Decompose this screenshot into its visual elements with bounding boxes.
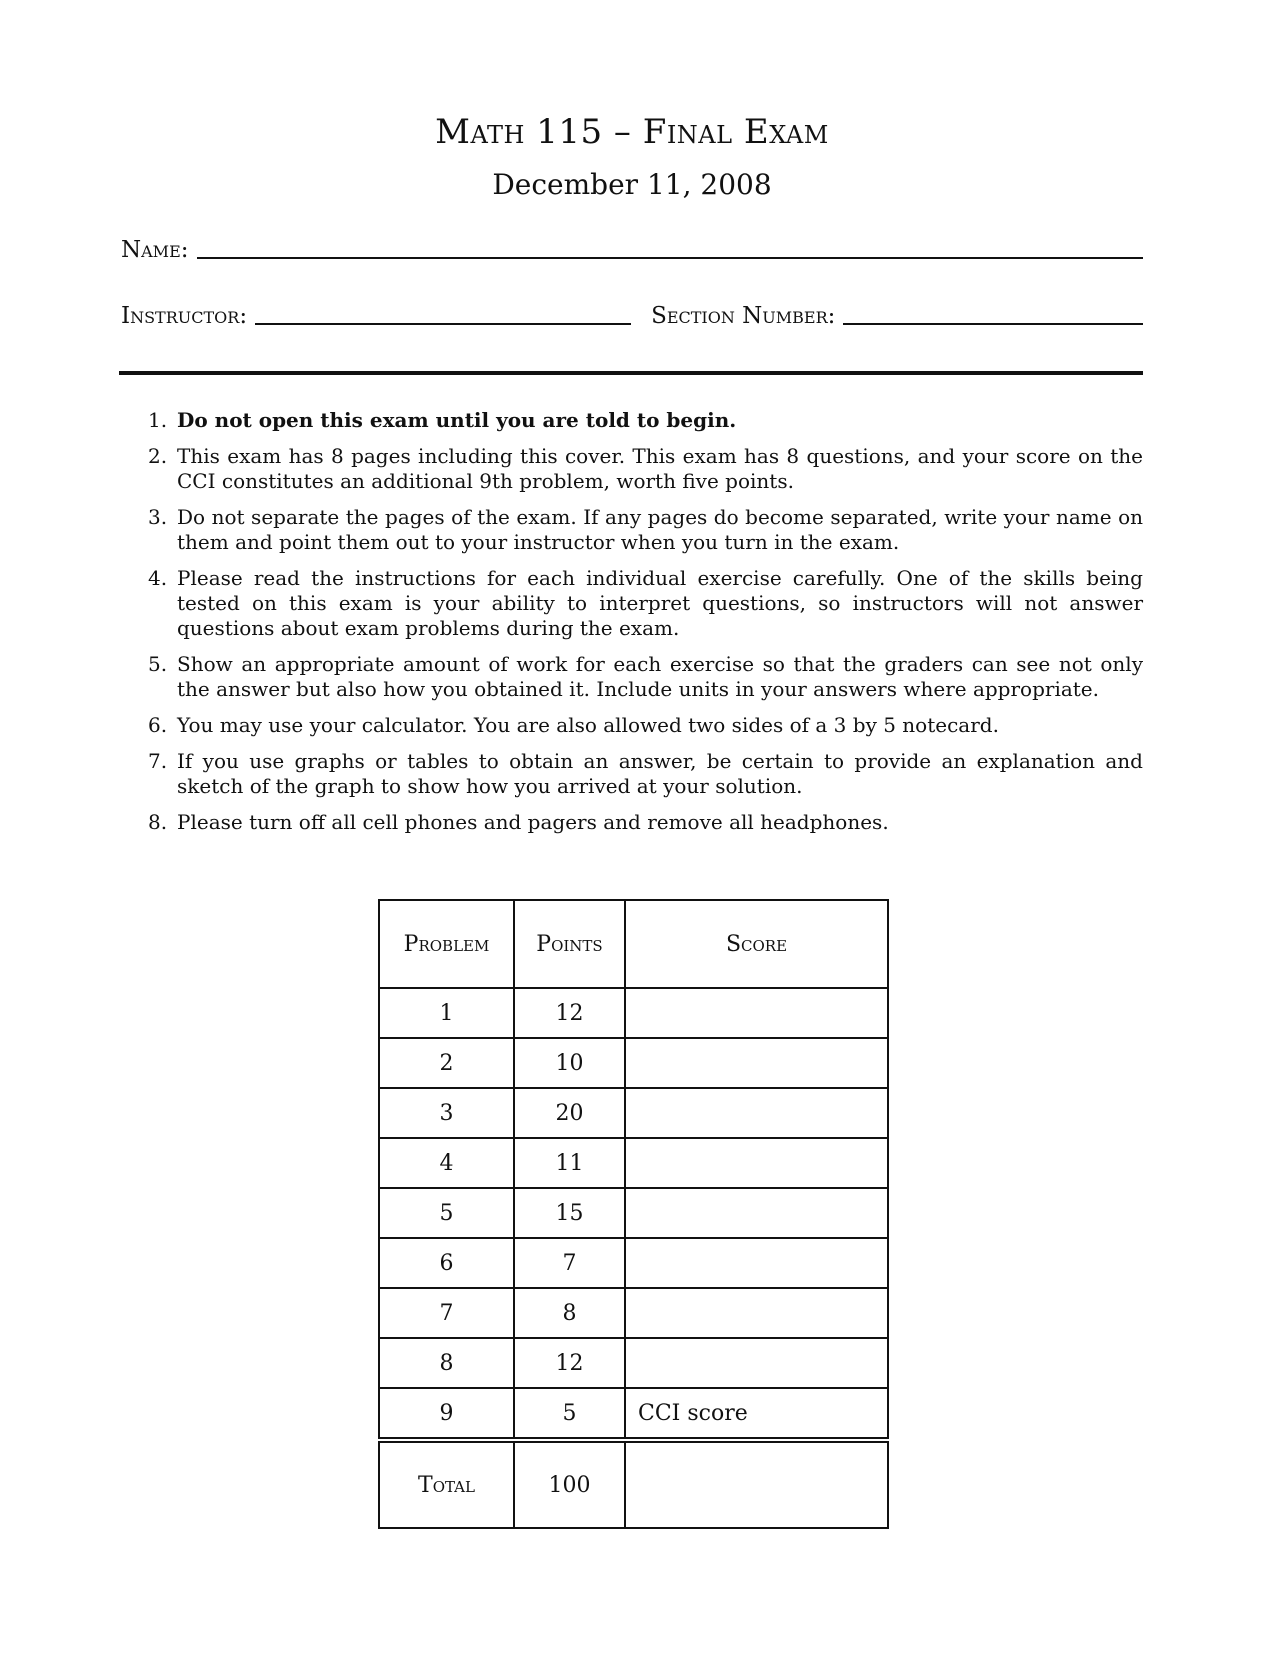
problem-cell: 7 xyxy=(379,1288,514,1338)
page-title: Math 115 – Final Exam xyxy=(435,112,829,152)
points-cell: 5 xyxy=(514,1388,625,1440)
score-cell[interactable] xyxy=(625,1188,888,1238)
points-cell: 15 xyxy=(514,1188,625,1238)
total-label: Total xyxy=(379,1440,514,1528)
score-cell[interactable] xyxy=(625,1288,888,1338)
instruction-number: 2. xyxy=(148,444,168,468)
table-row xyxy=(379,988,888,1038)
table-row xyxy=(379,1038,888,1088)
instruction-text: Show an appropriate amount of work for each exercise so that the graders can see not only the answer but also how you obtained it. Include units in your answers where appropriate. xyxy=(177,652,1143,701)
instruction-item xyxy=(141,810,1143,835)
header-problem: Problem xyxy=(379,900,514,988)
score-cell[interactable] xyxy=(625,1088,888,1138)
instruction-item xyxy=(141,505,1143,555)
instruction-item xyxy=(141,652,1143,702)
total-points: 100 xyxy=(514,1440,625,1528)
problem-cell: 9 xyxy=(379,1388,514,1440)
instruction-item xyxy=(141,566,1143,641)
instruction-item xyxy=(141,749,1143,799)
instruction-number: 6. xyxy=(148,713,168,737)
instruction-text: Do not open this exam until you are told to begin. xyxy=(177,408,737,432)
header-divider xyxy=(119,371,1143,375)
exam-date: December 11, 2008 xyxy=(492,168,772,201)
table-row xyxy=(379,1138,888,1188)
score-cell[interactable] xyxy=(625,1038,888,1088)
score-table xyxy=(378,899,889,1529)
table-row xyxy=(379,1088,888,1138)
instruction-item xyxy=(141,444,1143,494)
points-cell: 12 xyxy=(514,988,625,1038)
total-score-cell[interactable] xyxy=(625,1440,888,1528)
instructor-blank[interactable] xyxy=(255,323,631,325)
instruction-text: Please turn off all cell phones and pagers and remove all headphones. xyxy=(177,810,889,834)
instruction-number: 4. xyxy=(148,566,168,590)
instruction-item xyxy=(141,713,1143,738)
score-cell[interactable] xyxy=(625,988,888,1038)
problem-cell: 5 xyxy=(379,1188,514,1238)
table-row xyxy=(379,1388,888,1440)
problem-cell: 2 xyxy=(379,1038,514,1088)
problem-cell: 8 xyxy=(379,1338,514,1388)
instruction-number: 8. xyxy=(148,810,168,834)
points-cell: 11 xyxy=(514,1138,625,1188)
section-number-blank[interactable] xyxy=(843,323,1143,325)
header-points: Points xyxy=(514,900,625,988)
score-cell[interactable] xyxy=(625,1338,888,1388)
problem-cell: 1 xyxy=(379,988,514,1038)
points-cell: 10 xyxy=(514,1038,625,1088)
instructor-label: Instructor: xyxy=(121,303,248,329)
name-blank[interactable] xyxy=(197,257,1144,259)
instruction-item xyxy=(141,408,1143,433)
table-row xyxy=(379,1338,888,1388)
instructions-list xyxy=(141,408,1143,846)
total-row xyxy=(379,1440,888,1528)
instruction-number: 3. xyxy=(148,505,168,529)
points-cell: 8 xyxy=(514,1288,625,1338)
table-row xyxy=(379,1238,888,1288)
instruction-number: 7. xyxy=(148,749,168,773)
header-score: Score xyxy=(625,900,888,988)
points-cell: 20 xyxy=(514,1088,625,1138)
instruction-text: This exam has 8 pages including this cover. This exam has 8 questions, and your score on the CCI constitutes an additional 9th problem, worth five points. xyxy=(177,444,1143,493)
instruction-text: You may use your calculator. You are also allowed two sides of a 3 by 5 notecard. xyxy=(177,713,999,737)
problem-cell: 6 xyxy=(379,1238,514,1288)
instruction-text: If you use graphs or tables to obtain an answer, be certain to provide an explanation and sketch of the graph to show how you arrived at your solution. xyxy=(177,749,1143,798)
name-label: Name: xyxy=(121,237,189,263)
instruction-number: 5. xyxy=(148,652,168,676)
score-cell[interactable] xyxy=(625,1138,888,1188)
name-row xyxy=(121,228,1143,262)
section-number-label: Section Number: xyxy=(651,303,836,329)
points-cell: 7 xyxy=(514,1238,625,1288)
instructor-row xyxy=(121,294,1143,328)
score-cell[interactable]: CCI score xyxy=(625,1388,888,1440)
instruction-text: Do not separate the pages of the exam. If any pages do become separated, write your name on them and point them out to your instructor when you turn in the exam. xyxy=(177,505,1143,554)
score-cell[interactable] xyxy=(625,1238,888,1288)
points-cell: 12 xyxy=(514,1338,625,1388)
table-row xyxy=(379,1288,888,1338)
instruction-text: Please read the instructions for each individual exercise carefully. One of the skills being tested on this exam is your ability to interpret questions, so instructors will not answer questions about exam problems during the exam. xyxy=(177,566,1143,640)
instruction-number: 1. xyxy=(148,408,168,432)
table-row xyxy=(379,1188,888,1238)
score-table-header xyxy=(379,900,888,988)
problem-cell: 4 xyxy=(379,1138,514,1188)
problem-cell: 3 xyxy=(379,1088,514,1138)
